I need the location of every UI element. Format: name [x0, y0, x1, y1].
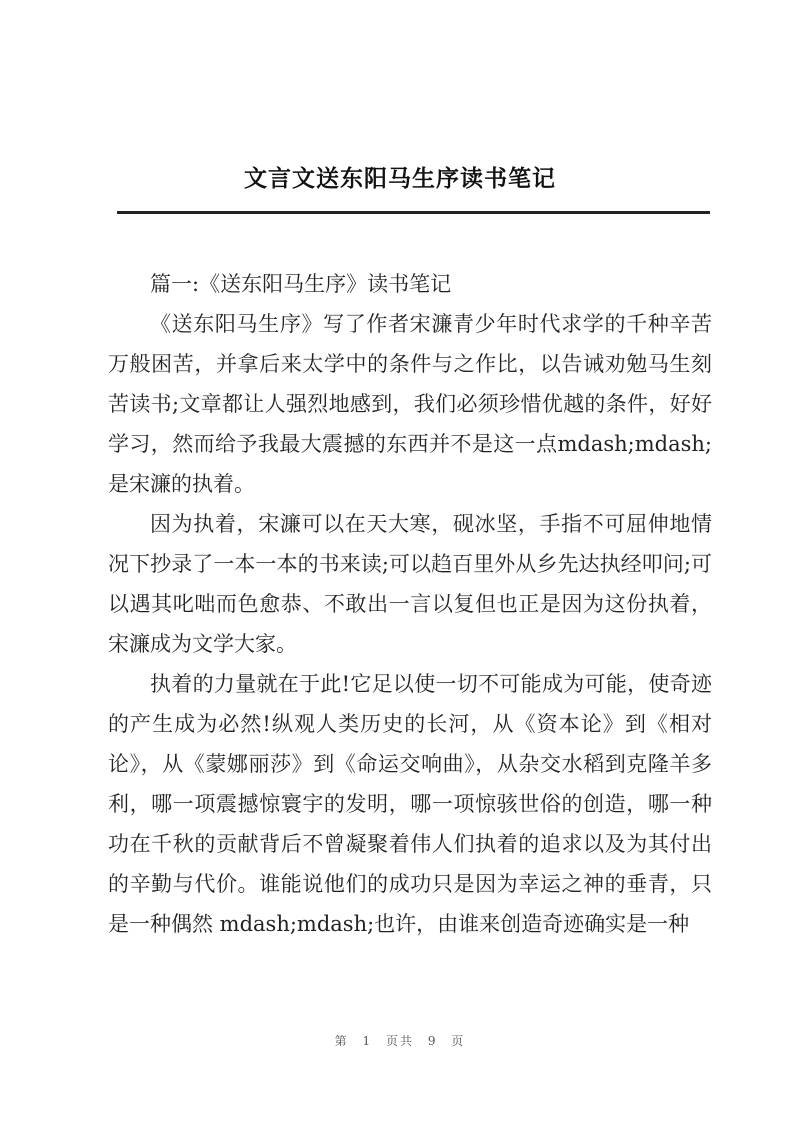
page-footer	[0, 1032, 800, 1049]
paragraph: 因为执着，宋濂可以在天大寒，砚冰坚，手指不可屈伸地情况下抄录了一本一本的书来读;可以趋百里外从乡先达执经叩问;可以遇其叱咄而色愈恭、不敢出一言以复但也正是因为这份执着，宋濂成为文学大家。	[108, 512, 712, 656]
footer-page-number: 1	[362, 1034, 373, 1048]
footer-prefix: 第	[334, 1034, 349, 1048]
title-divider	[117, 211, 710, 214]
paragraph: 《送东阳马生序》写了作者宋濂青少年时代求学的千种辛苦万般困苦，并拿后来太学中的条件与之作比，以告诫劝勉马生刻苦读书;文章都让人强烈地感到，我们必须珍惜优越的条件，好好学习，然而给予我最大震撼的东西并不是这一点mdash;mdash;是宋濂的执着。	[108, 312, 712, 496]
footer-middle: 页共	[385, 1034, 414, 1048]
paragraph: 执着的力量就在于此!它足以使一切不可能成为可能，使奇迹的产生成为必然!纵观人类历史的长河，从《资本论》到《相对论》，从《蒙娜丽莎》到《命运交响曲》，从杂交水稻到克隆羊多利，哪一项震撼惊寰宇的发明，哪一项惊骇世俗的创造，哪一种功在千秋的贡献背后不曾凝聚着伟人们执着的追求以及为其付出的辛勤与代价。谁能说他们的成功只是因为幸运之神的垂青，只是一种偶然 mdash;mdash;也许，由谁来创造奇迹确实是一种	[108, 672, 712, 936]
footer-total-pages: 9	[427, 1034, 438, 1048]
page-title: 文言文送东阳马生序读书笔记	[244, 166, 556, 192]
document-body	[108, 264, 712, 944]
section-heading: 篇一:《送东阳马生序》读书笔记	[150, 272, 452, 296]
footer-suffix: 页	[451, 1034, 466, 1048]
